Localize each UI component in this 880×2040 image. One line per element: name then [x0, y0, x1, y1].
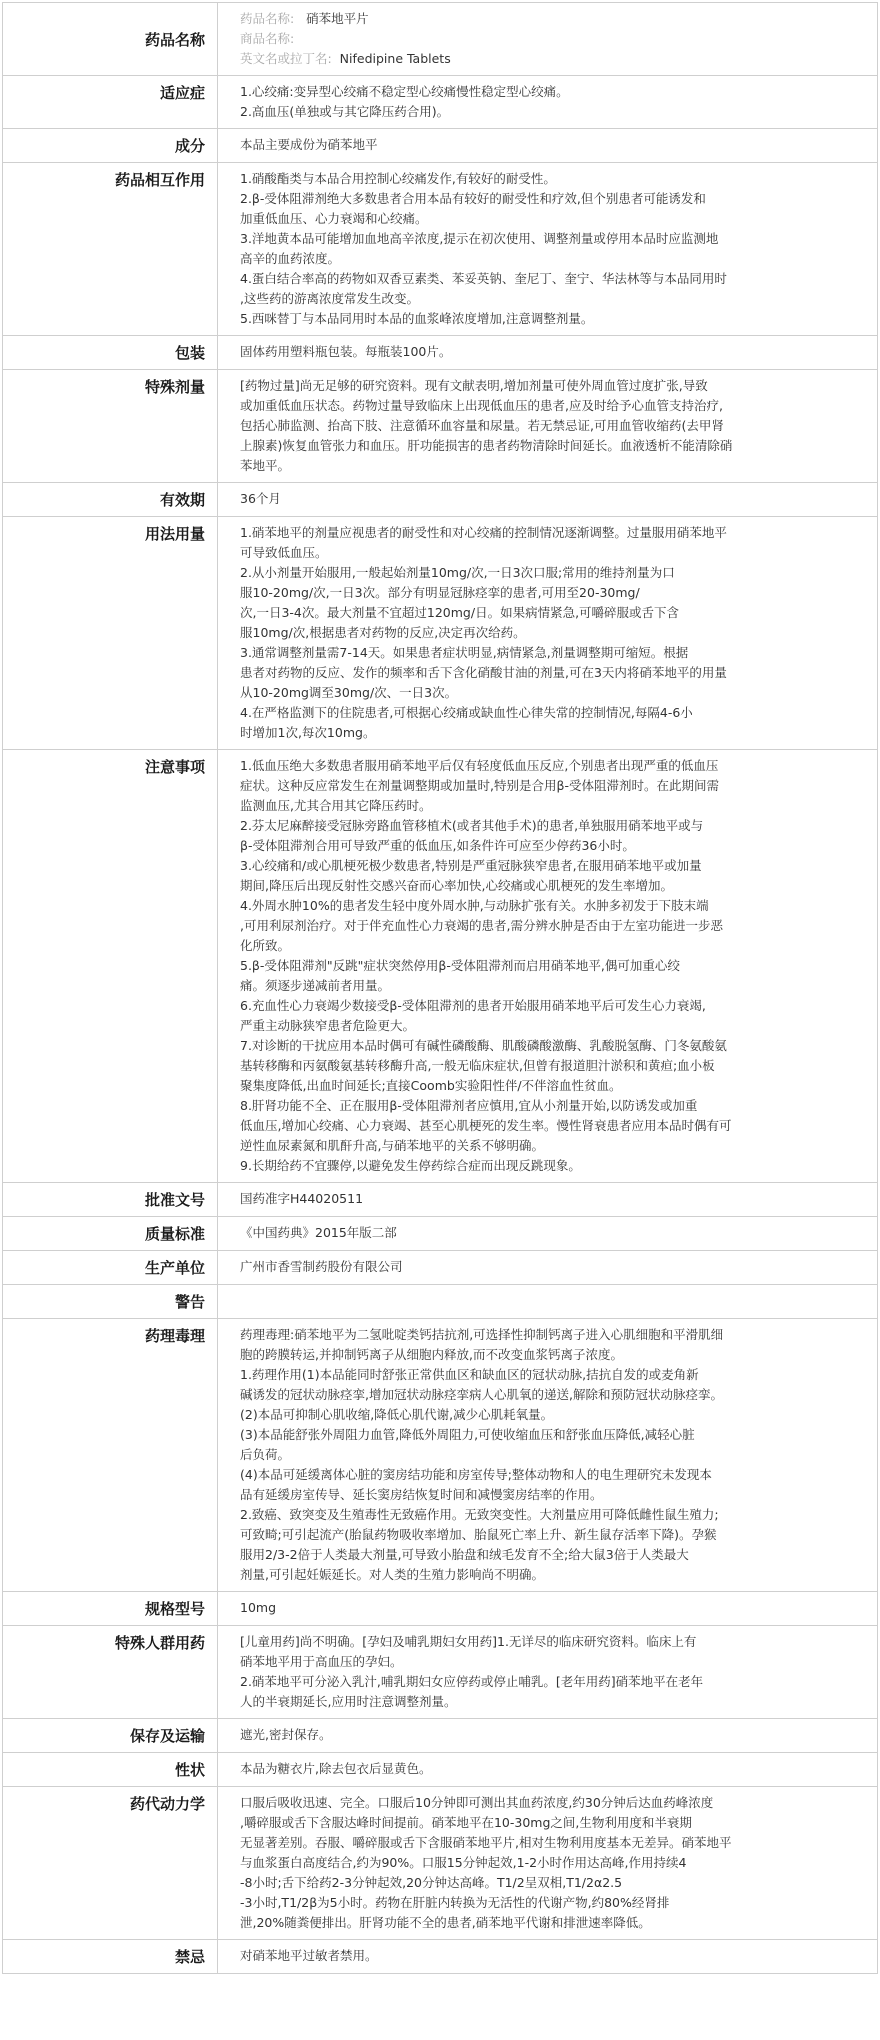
text-line: 本品为糖衣片,除去包衣后显黄色。	[240, 1761, 432, 1776]
row-value	[218, 129, 878, 163]
text-line: 从10-20mg调至30mg/次、一日3次。	[240, 685, 458, 700]
text-line: 10mg	[240, 1600, 277, 1615]
text-line: [儿童用药]尚不明确。[孕妇及哺乳期妇女用药]1.无详尽的临床研究资料。临床上有	[240, 1634, 697, 1649]
text-line: [药物过量]尚无足够的研究资料。现有文献表明,增加剂量可使外周血管过度扩张,导致	[240, 378, 708, 393]
text-line: (4)本品可延缓离体心脏的窦房结功能和房室传导;整体动物和人的电生理研究未发现本	[240, 1467, 712, 1482]
row-label: 用法用量	[3, 517, 218, 750]
text-line: 2.β-受体阻滞剂绝大多数患者合用本品有较好的耐受性和疗效,但个别患者可能诱发和	[240, 191, 706, 206]
row-label: 有效期	[3, 483, 218, 517]
row-section	[3, 1592, 878, 1626]
row-label: 药理毒理	[3, 1319, 218, 1592]
text-line: 9.长期给药不宜骤停,以避免发生停药综合症而出现反跳现象。	[240, 1158, 581, 1173]
row-label: 保存及运输	[3, 1719, 218, 1753]
row-value	[218, 517, 878, 750]
text-line: 5.β-受体阻滞剂"反跳"症状突然停用β-受体阻滞剂而启用硝苯地平,偶可加重心绞	[240, 958, 680, 973]
text-line: 可致畸;可引起流产(胎鼠药物吸收率增加、胎鼠死亡率上升、新生鼠存活率下降)。孕猴	[240, 1527, 717, 1542]
row-label: 注意事项	[3, 750, 218, 1183]
text-line: 3.心绞痛和/或心肌梗死极少数患者,特别是严重冠脉狭窄患者,在服用硝苯地平或加量	[240, 858, 702, 873]
row-section	[3, 336, 878, 370]
row-value	[218, 1217, 878, 1251]
row-section	[3, 750, 878, 1183]
row-value	[218, 163, 878, 336]
row-value	[218, 1251, 878, 1285]
text-line: 化所致。	[240, 938, 291, 953]
text-line: β-受体阻滞剂合用可导致严重的低血压,如条件许可应至少停药36小时。	[240, 838, 635, 853]
row-section	[3, 1787, 878, 1940]
text-line: 逆性血尿素氮和肌酐升高,与硝苯地平的关系不够明确。	[240, 1138, 544, 1153]
row-label: 性状	[3, 1753, 218, 1787]
text-line: 2.致癌、致突变及生殖毒性无致癌作用。无致突变性。大剂量应用可降低雌性鼠生殖力;	[240, 1507, 719, 1522]
text-line: (2)本品可抑制心肌收缩,降低心肌代谢,减少心肌耗氧量。	[240, 1407, 554, 1422]
text-line: 后负荷。	[240, 1447, 291, 1462]
text-line: 《中国药典》2015年版二部	[240, 1225, 397, 1240]
text-line: ,嚼碎服或舌下含服达峰时间提前。硝苯地平在10-30mg之间,生物利用度和半衰期	[240, 1815, 692, 1830]
generic-name-value: 硝苯地平片	[306, 11, 369, 26]
row-label: 生产单位	[3, 1251, 218, 1285]
row-section	[3, 1626, 878, 1719]
text-line: 1.药理作用(1)本品能同时舒张正常供血区和缺血区的冠状动脉,拮抗自发的或麦角新	[240, 1367, 699, 1382]
row-label: 药代动力学	[3, 1787, 218, 1940]
text-line: 泄,20%随粪便排出。肝肾功能不全的患者,硝苯地平代谢和排泄速率降低。	[240, 1915, 651, 1930]
text-line: 1.低血压绝大多数患者服用硝苯地平后仅有轻度低血压反应,个别患者出现严重的低血压	[240, 758, 719, 773]
text-line: 6.充血性心力衰竭少数接受β-受体阻滞剂的患者开始服用硝苯地平后可发生心力衰竭,	[240, 998, 706, 1013]
row-label: 成分	[3, 129, 218, 163]
row-section	[3, 1753, 878, 1787]
row-section	[3, 1719, 878, 1753]
row-label: 特殊剂量	[3, 370, 218, 483]
text-line: 人的半衰期延长,应用时注意调整剂量。	[240, 1694, 457, 1709]
text-line: 时增加1次,每次10mg。	[240, 725, 376, 740]
row-label: 包装	[3, 336, 218, 370]
text-line: 包括心肺监测、抬高下肢、注意循环血容量和尿量。若无禁忌证,可用血管收缩药(去甲肾	[240, 418, 724, 433]
row-value	[218, 1183, 878, 1217]
text-line: 或加重低血压状态。药物过量导致临床上出现低血压的患者,应及时给予心血管支持治疗,	[240, 398, 723, 413]
generic-name-line	[240, 9, 869, 29]
row-value	[218, 76, 878, 129]
row-value	[218, 1940, 878, 1974]
text-line: 无显著差别。吞服、嚼碎服或舌下含服硝苯地平片,相对生物利用度基本无差异。硝苯地平	[240, 1835, 732, 1850]
row-label: 适应症	[3, 76, 218, 129]
text-line: -8小时;舌下给药2-3分钟起效,20分钟达高峰。T1/2呈双相,T1/2α2.5	[240, 1875, 623, 1890]
row-value	[218, 370, 878, 483]
text-line: 对硝苯地平过敏者禁用。	[240, 1948, 378, 1963]
text-line: 本品主要成份为硝苯地平	[240, 137, 378, 152]
row-value	[218, 1753, 878, 1787]
row-section	[3, 1217, 878, 1251]
row-label: 特殊人群用药	[3, 1626, 218, 1719]
text-line: 1.硝酸酯类与本品合用控制心绞痛发作,有较好的耐受性。	[240, 171, 556, 186]
text-line: 严重主动脉狭窄患者危险更大。	[240, 1018, 416, 1033]
row-label: 批准文号	[3, 1183, 218, 1217]
row-value	[218, 1626, 878, 1719]
row-label: 规格型号	[3, 1592, 218, 1626]
text-line: 固体药用塑料瓶包装。每瓶装100片。	[240, 344, 452, 359]
text-line: 8.肝肾功能不全、正在服用β-受体阻滞剂者应慎用,宜从小剂量开始,以防诱发或加重	[240, 1098, 698, 1113]
row-value	[218, 336, 878, 370]
row-section	[3, 1319, 878, 1592]
text-line: 广州市香雪制药股份有限公司	[240, 1259, 403, 1274]
text-line: 1.硝苯地平的剂量应视患者的耐受性和对心绞痛的控制情况逐渐调整。过量服用硝苯地平	[240, 525, 727, 540]
row-label: 警告	[3, 1285, 218, 1319]
text-line: 与血浆蛋白高度结合,约为90%。口服15分钟起效,1-2小时作用达高峰,作用持续4	[240, 1855, 687, 1870]
row-section	[3, 1940, 878, 1974]
english-name-line	[240, 49, 869, 69]
row-section	[3, 370, 878, 483]
text-line: 低血压,增加心绞痛、心力衰竭、甚至心肌梗死的发生率。慢性肾衰患者应用本品时偶有可	[240, 1118, 732, 1133]
text-line: 遮光,密封保存。	[240, 1727, 332, 1742]
row-value	[218, 1592, 878, 1626]
text-line: 国药准字H44020511	[240, 1191, 364, 1206]
text-line: 1.心绞痛:变异型心绞痛不稳定型心绞痛慢性稳定型心绞痛。	[240, 84, 569, 99]
row-value	[218, 1319, 878, 1592]
row-section	[3, 129, 878, 163]
text-line: 胞的跨膜转运,并抑制钙离子从细胞内释放,而不改变血浆钙离子浓度。	[240, 1347, 623, 1362]
text-line: 2.硝苯地平可分泌入乳汁,哺乳期妇女应停药或停止哺乳。[老年用药]硝苯地平在老年	[240, 1674, 704, 1689]
row-label: 药品名称	[3, 3, 218, 76]
row-section	[3, 163, 878, 336]
row-section	[3, 1183, 878, 1217]
text-line: 2.芬太尼麻醉接受冠脉旁路血管移植术(或者其他手术)的患者,单独服用硝苯地平或与	[240, 818, 704, 833]
text-line: 高辛的血药浓度。	[240, 251, 341, 266]
text-line: 碱诱发的冠状动脉痉挛,增加冠状动脉痉挛病人心肌氧的递送,解除和预防冠状动脉痉挛。	[240, 1387, 723, 1402]
text-line: 次,一日3-4次。最大剂量不宜超过120mg/日。如果病情紧急,可嚼碎服或舌下含	[240, 605, 680, 620]
text-line: 剂量,可引起妊娠延长。对人类的生殖力影响尚不明确。	[240, 1567, 544, 1582]
text-line: 服10mg/次,根据患者对药物的反应,决定再次给药。	[240, 625, 526, 640]
english-name-value: Nifedipine Tablets	[339, 51, 451, 66]
text-line: -3小时,T1/2β为5小时。药物在肝脏内转换为无活性的代谢产物,约80%经肾排	[240, 1895, 670, 1910]
text-line: 监测血压,尤其合用其它降压药时。	[240, 798, 432, 813]
row-value	[218, 483, 878, 517]
trade-name-line	[240, 29, 869, 49]
text-line: 服10-20mg/次,一日3次。部分有明显冠脉痉挛的患者,可用至20-30mg/	[240, 585, 640, 600]
english-name-key: 英文名或拉丁名:	[240, 51, 332, 66]
drug-info-table	[2, 2, 878, 1974]
trade-name-key: 商品名称:	[240, 31, 295, 46]
row-section	[3, 76, 878, 129]
row-section	[3, 1285, 878, 1319]
row-section	[3, 517, 878, 750]
row-label: 质量标准	[3, 1217, 218, 1251]
text-line: 可导致低血压。	[240, 545, 328, 560]
text-line: 3.洋地黄本品可能增加血地高辛浓度,提示在初次使用、调整剂量或停用本品时应监测地	[240, 231, 719, 246]
text-line: 基转移酶和丙氨酸氨基转移酶升高,一般无临床症状,但曾有报道胆汁淤积和黄疸;血小板	[240, 1058, 715, 1073]
text-line: 苯地平。	[240, 458, 291, 473]
row-label: 禁忌	[3, 1940, 218, 1974]
text-line: 痛。须逐步递减前者用量。	[240, 978, 391, 993]
text-line: 口服后吸收迅速、完全。口服后10分钟即可测出其血药浓度,约30分钟后达血药峰浓度	[240, 1795, 714, 1810]
text-line: 品有延缓房室传导、延长窦房结恢复时间和减慢窦房结率的作用。	[240, 1487, 603, 1502]
text-line: 3.通常调整剂量需7-14天。如果患者症状明显,病情紧急,剂量调整期可缩短。根据	[240, 645, 689, 660]
text-line: 药理毒理:硝苯地平为二氢吡啶类钙拮抗剂,可选择性抑制钙离子进入心肌细胞和平滑肌细	[240, 1327, 724, 1342]
text-line: 聚集度降低,出血时间延长;直接Coomb实验阳性伴/不伴溶血性贫血。	[240, 1078, 622, 1093]
text-line: 服用2/3-2倍于人类最大剂量,可导致小胎盘和绒毛发育不全;给大鼠3倍于人类最大	[240, 1547, 689, 1562]
text-line: 4.外周水肿10%的患者发生轻中度外周水肿,与动脉扩张有关。水肿多初发于下肢末端	[240, 898, 709, 913]
row-value	[218, 1787, 878, 1940]
text-line: 7.对诊断的干扰应用本品时偶可有碱性磷酸酶、肌酸磷酸激酶、乳酸脱氢酶、门冬氨酸氨	[240, 1038, 727, 1053]
row-value	[218, 1285, 878, 1319]
row-section	[3, 1251, 878, 1285]
text-line: 加重低血压、心力衰竭和心绞痛。	[240, 211, 428, 226]
text-line: (3)本品能舒张外周阻力血管,降低外周阻力,可使收缩血压和舒张血压降低,减轻心脏	[240, 1427, 695, 1442]
text-line: 患者对药物的反应、发作的频率和舌下含化硝酸甘油的剂量,可在3天内将硝苯地平的用量	[240, 665, 727, 680]
text-line: 硝苯地平用于高血压的孕妇。	[240, 1654, 403, 1669]
row-section	[3, 483, 878, 517]
text-line: 36个月	[240, 491, 281, 506]
text-line: 2.高血压(单独或与其它降压药合用)。	[240, 104, 450, 119]
text-line: 症状。这种反应常发生在剂量调整期或加量时,特别是合用β-受体阻滞剂时。在此期间需	[240, 778, 719, 793]
text-line: 5.西咪替丁与本品同用时本品的血浆峰浓度增加,注意调整剂量。	[240, 311, 594, 326]
row-value	[218, 3, 878, 76]
row-value	[218, 1719, 878, 1753]
text-line: ,可用利尿剂治疗。对于伴充血性心力衰竭的患者,需分辨水肿是否由于左室功能进一步恶	[240, 918, 723, 933]
text-line: ,这些药的游离浓度常发生改变。	[240, 291, 419, 306]
text-line	[240, 1291, 869, 1311]
text-line: 2.从小剂量开始服用,一般起始剂量10mg/次,一日3次口服;常用的维持剂量为口	[240, 565, 675, 580]
text-line: 期间,降压后出现反射性交感兴奋而心率加快,心绞痛或心肌梗死的发生率增加。	[240, 878, 673, 893]
generic-name-key: 药品名称:	[240, 11, 295, 26]
row-value	[218, 750, 878, 1183]
text-line: 上腺素)恢复血管张力和血压。肝功能损害的患者药物清除时间延长。血液透析不能清除硝	[240, 438, 733, 453]
row-drug-name	[3, 3, 878, 76]
text-line: 4.在严格监测下的住院患者,可根据心绞痛或缺血性心律失常的控制情况,每隔4-6小	[240, 705, 693, 720]
text-line: 4.蛋白结合率高的药物如双香豆素类、苯妥英钠、奎尼丁、奎宁、华法林等与本品同用时	[240, 271, 727, 286]
row-label: 药品相互作用	[3, 163, 218, 336]
